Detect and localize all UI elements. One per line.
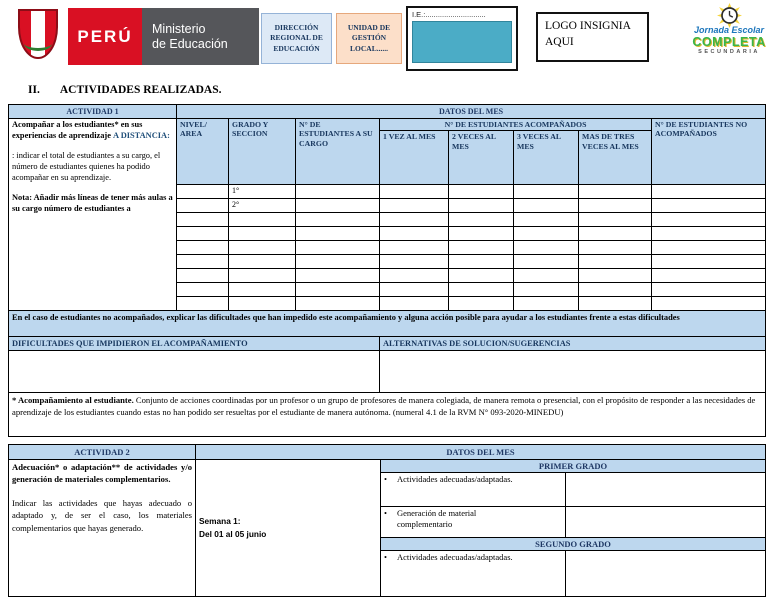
section-number: II. [28,84,40,96]
actividad-1-header: ACTIVIDAD 1 [9,105,177,119]
semana-cell [196,460,381,597]
footnote [9,393,766,437]
col-header-no-acompanados: N° DE ESTUDIANTES NO ACOMPAÑADOS [652,119,766,185]
cargo-cell[interactable] [296,269,380,283]
veces3-cell[interactable] [514,213,579,227]
no-acomp-cell[interactable] [652,227,766,241]
vez1-cell[interactable] [380,185,449,199]
no-acomp-cell[interactable] [652,241,766,255]
item-label: Generación de material complementario [397,508,477,530]
grado-cell[interactable] [229,213,296,227]
datos-del-mes-header-2: DATOS DEL MES [196,445,766,460]
ie-label: I.E.:............................. [412,10,486,19]
primer-grado-header: PRIMER GRADO [381,460,766,473]
item-label: Actividades adecuadas/adaptadas. [397,552,513,562]
veces2-cell[interactable] [449,213,514,227]
description-2-bold: Adecuación* o adaptación** de actividades y/o generación de materiales complementarios. [12,462,192,485]
jec-title-line2: COMPLETA [692,35,766,49]
veces2-cell[interactable] [449,297,514,311]
cargo-cell[interactable] [296,255,380,269]
veces2-cell[interactable] [449,185,514,199]
logo-placeholder-line1: LOGO INSIGNIA [545,20,631,32]
no-acomp-cell[interactable] [652,213,766,227]
no-acomp-cell[interactable] [652,269,766,283]
ie-box [406,6,518,71]
mas3-cell[interactable] [579,185,652,199]
nivel-cell[interactable] [177,213,229,227]
vez1-cell[interactable] [380,297,449,311]
veces3-cell[interactable] [514,283,579,297]
description-2-body: Indicar las actividades que hayas adecuado o adaptado y, de ser el caso, los materiales complementarios que hayas generado. [12,497,192,533]
description-highlight: A DISTANCIA: [113,130,170,140]
item-label: Actividades adecuadas/adaptadas. [397,474,513,484]
no-acomp-cell[interactable] [652,297,766,311]
grado-cell[interactable] [229,297,296,311]
cargo-cell[interactable] [296,297,380,311]
dificultades-answer-cell[interactable] [9,351,380,393]
mas3-cell[interactable] [579,241,652,255]
veces2-cell[interactable] [449,227,514,241]
veces3-cell[interactable] [514,297,579,311]
peru-coat-of-arms-icon [18,9,58,59]
mas3-cell[interactable] [579,255,652,269]
item-actividades-2 [381,551,566,597]
grado-cell[interactable] [229,283,296,297]
mas3-cell[interactable] [579,213,652,227]
mas3-cell[interactable] [579,199,652,213]
veces2-cell[interactable] [449,255,514,269]
actividad-1-table [8,104,766,437]
no-acomp-cell[interactable] [652,185,766,199]
grado-cell[interactable]: 2° [229,199,296,213]
vez1-cell[interactable] [380,283,449,297]
segundo-grado-actividades-value-cell[interactable] [566,551,766,597]
semana-line1: Semana 1: [199,516,241,527]
col-header-nivel-area: NIVEL/ AREA [177,119,229,185]
description-intro: Acompañar a los estudiantes* en sus experiencias de aprendizaje [12,120,143,140]
grado-cell[interactable] [229,227,296,241]
segundo-grado-header: SEGUNDO GRADO [381,538,766,551]
ministry-name-line1: Ministerio [152,21,206,36]
grado-cell[interactable] [229,241,296,255]
ministry-name-line2: de Educación [152,36,228,51]
ugel-box: UNIDAD DE GESTIÓN LOCAL...... [336,13,402,64]
col-header-1-vez: 1 VEZ AL MES [380,131,449,185]
cargo-cell[interactable] [296,213,380,227]
bullet-icon: • [384,552,387,562]
vez1-cell[interactable] [380,213,449,227]
section-heading [28,84,222,96]
jec-title-line1: Jornada Escolar [693,25,765,35]
primer-grado-actividades-value-cell[interactable] [566,473,766,507]
logo-placeholder-line2: AQUI [545,35,574,48]
item-generacion [381,507,566,538]
description-body: : indicar el total de estudiantes a su cargo, el número de estudiantes quienes ha podido acompañar en su aprendizaje. [12,150,161,182]
actividad-1-description [9,119,177,311]
col-header-3-veces: 3 VECES AL MES [514,131,579,185]
veces3-cell[interactable] [514,199,579,213]
vez1-cell[interactable] [380,241,449,255]
nivel-cell[interactable] [177,241,229,255]
bullet-icon: • [384,508,387,518]
cargo-cell[interactable] [296,199,380,213]
veces2-cell[interactable] [449,199,514,213]
veces3-cell[interactable] [514,185,579,199]
mas3-cell[interactable] [579,269,652,283]
nivel-cell[interactable] [177,199,229,213]
nivel-cell[interactable] [177,269,229,283]
peru-label: PERÚ [77,26,133,46]
mas3-cell[interactable] [579,283,652,297]
grado-cell[interactable] [229,269,296,283]
description-note: Nota: Añadir más líneas de tener más aulas a su cargo número de estudiantes a [12,192,173,213]
logo-placeholder-box [536,12,649,62]
bullet-icon: • [384,474,387,484]
nivel-cell[interactable] [177,185,229,199]
cargo-cell[interactable] [296,227,380,241]
vez1-cell[interactable] [380,269,449,283]
no-acomp-cell[interactable] [652,199,766,213]
section-title: ACTIVIDADES REALIZADAS. [59,84,222,96]
datos-del-mes-header: DATOS DEL MES [177,105,766,119]
primer-grado-material-value-cell[interactable] [566,507,766,538]
cargo-cell[interactable] [296,185,380,199]
cargo-cell[interactable] [296,241,380,255]
actividad-2-table [8,444,766,597]
col-header-estudiantes-a-cargo: N° DE ESTUDIANTES A SU CARGO [296,119,380,185]
nivel-cell[interactable] [177,255,229,269]
ie-fill-area[interactable] [412,21,512,63]
veces3-cell[interactable] [514,227,579,241]
alternativas-header: ALTERNATIVAS DE SOLUCION/SUGERENCIAS [380,337,766,351]
veces2-cell[interactable] [449,283,514,297]
ministry-logo [142,8,259,65]
vez1-cell[interactable] [380,199,449,213]
mas3-cell[interactable] [579,227,652,241]
nivel-cell[interactable] [177,283,229,297]
no-acomp-cell[interactable] [652,283,766,297]
veces3-cell[interactable] [514,255,579,269]
dre-box: DIRECCIÓN REGIONAL DE EDUCACIÓN [261,13,332,64]
jec-title-line3: SECUNDARIA [698,49,760,55]
grado-cell[interactable]: 1° [229,185,296,199]
peru-logo [68,8,142,65]
nivel-cell[interactable] [177,227,229,241]
dificultades-header: DIFICULTADES QUE IMPIDIERON EL ACOMPAÑAMIENTO [9,337,380,351]
no-acomp-cell[interactable] [652,255,766,269]
semana-line2: Del 01 al 05 junio [199,529,267,539]
footnote-body: Conjunto de acciones coordinadas por un profesor o un grupo de profesores de manera colegiada, de manera remota o presencial, con el propósito de responder a las necesidades de aprendizaje de los estudiantes cuando estas no han podido ser resueltas por el estudiante de manera autónoma. (numeral 4.1 de la RVM N° 093-2020-MINEDU) [12,395,756,418]
cargo-cell[interactable] [296,283,380,297]
veces2-cell[interactable] [449,241,514,255]
mas3-cell[interactable] [579,297,652,311]
vez1-cell[interactable] [380,255,449,269]
grado-cell[interactable] [229,255,296,269]
col-group-estudiantes-acompanados: N° DE ESTUDIANTES ACOMPAÑADOS [380,119,652,131]
actividad-2-header: ACTIVIDAD 2 [9,445,196,460]
alternativas-answer-cell[interactable] [380,351,766,393]
jec-logo [687,3,771,75]
col-header-grado-seccion: GRADO Y SECCION [229,119,296,185]
footnote-lead: * Acompañamiento al estudiante. [12,395,134,406]
vez1-cell[interactable] [380,227,449,241]
veces2-cell[interactable] [449,269,514,283]
no-acompanados-note: En el caso de estudiantes no acompañados, explicar las dificultades que han impedido este acompañamiento y alguna acción posible para ayudar a los estudiantes frente a estas dificultades [9,311,766,337]
item-actividades-1 [381,473,566,507]
col-header-2-veces: 2 VECES AL MES [449,131,514,185]
actividad-2-description [9,460,196,597]
col-header-mas-de-tres: MAS DE TRES VECES AL MES [579,131,652,185]
veces3-cell[interactable] [514,269,579,283]
veces3-cell[interactable] [514,241,579,255]
nivel-cell[interactable] [177,297,229,311]
